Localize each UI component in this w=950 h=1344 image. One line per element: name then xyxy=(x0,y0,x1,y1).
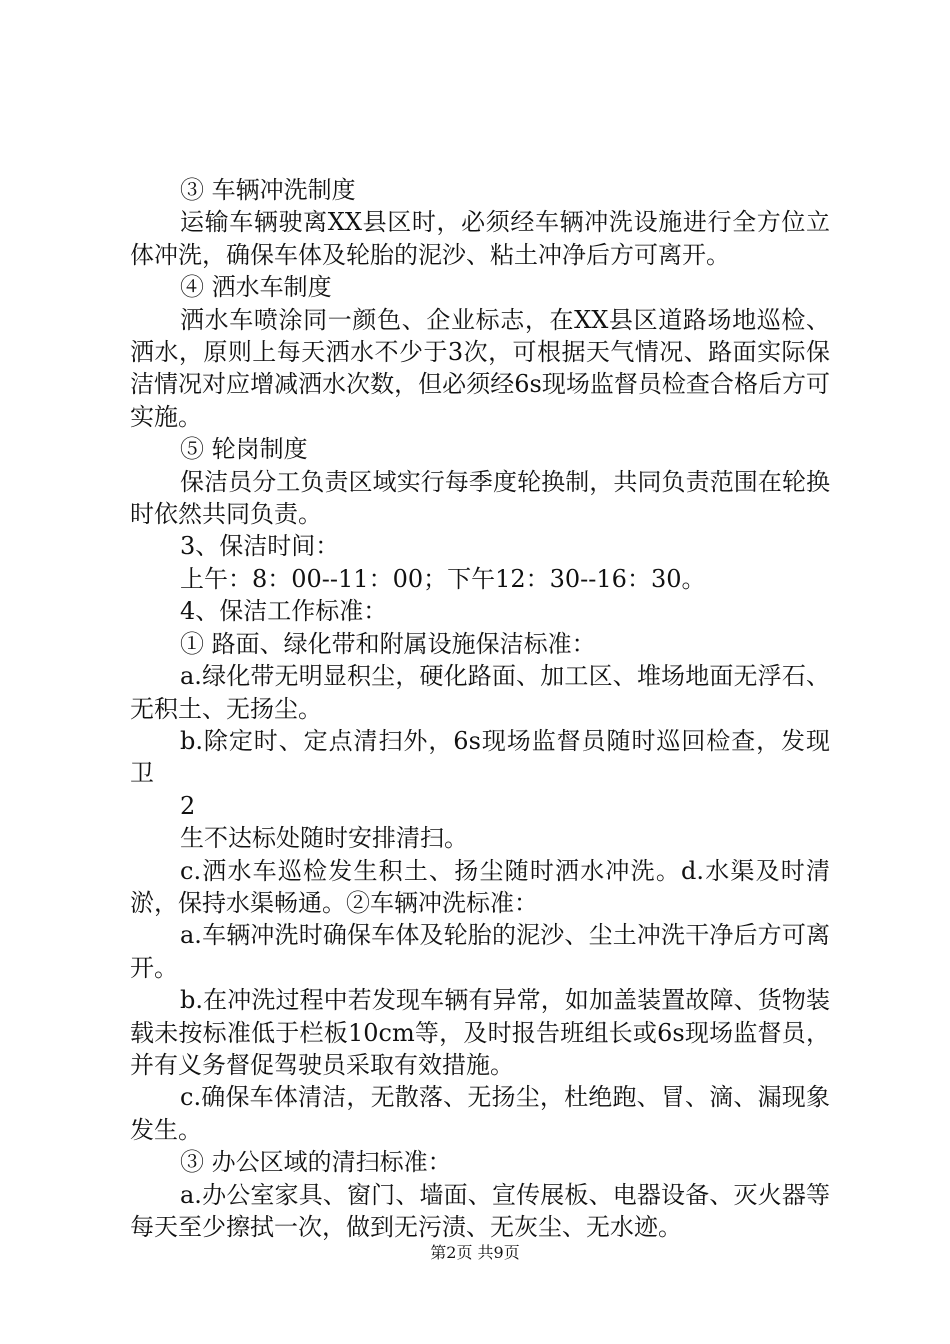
paragraph-washing-standard-a: a.车辆冲洗时确保车体及轮胎的泥沙、尘土冲洗干净后方可离开。 xyxy=(130,921,830,982)
subheading-road-standards: ① 路面、绿化带和附属设施保洁标准： xyxy=(180,629,596,658)
paragraph-standard-b: b.除定时、定点清扫外，6s现场监督员随时巡回检查，发现卫 xyxy=(130,726,830,788)
paragraph-office-standard-a: a.办公室家具、窗门、墙面、宣传展板、电器设备、灭火器等每天至少擦拭一次，做到无污渍、无灰尘、无水迹。 xyxy=(130,1180,830,1241)
document-body xyxy=(130,174,830,1243)
paragraph-standard-b-continued: 生不达标处随时安排清扫。 xyxy=(180,824,468,853)
paragraph-standard-a: a.绿化带无明显积尘，硬化路面、加工区、堆场地面无浮石、无积土、无扬尘。 xyxy=(130,662,830,723)
paragraph-washing-standard-c: c.确保车体清洁，无散落、无扬尘，杜绝跑、冒、滴、漏现象发生。 xyxy=(130,1083,830,1144)
heading-cleaning-time: 3、保洁时间： xyxy=(180,532,340,561)
heading-cleaning-standards: 4、保洁工作标准： xyxy=(180,597,388,626)
paragraph-standard-c-d: c.洒水车巡检发生积土、扬尘随时洒水冲洗。d.水渠及时清淤，保持水渠畅通。②车辆冲洗标准： xyxy=(130,856,830,917)
subheading-office-standards: ③ 办公区域的清扫标准： xyxy=(180,1148,452,1177)
heading-sprinkler-truck: ④ 洒水车制度 xyxy=(180,273,332,302)
paragraph-vehicle-washing: 运输车辆驶离XX县区时，必须经车辆冲洗设施进行全方位立体冲洗，确保车体及轮胎的泥沙、粘土冲净后方可离开。 xyxy=(130,208,830,269)
paragraph-job-rotation: 保洁员分工负责区域实行每季度轮换制，共同负责范围在轮换时依然共同负责。 xyxy=(130,467,830,529)
paragraph-sprinkler-truck: 洒水车喷涂同一颜色、企业标志，在XX县区道路场地巡检、洒水，原则上每天洒水不少于3次，可根据天气情况、路面实际保洁情况对应增减洒水次数，但必须经6s现场监督员检查合格后方可实施。 xyxy=(130,305,830,431)
heading-vehicle-washing: ③ 车辆冲洗制度 xyxy=(180,176,356,204)
paragraph-washing-standard-b: b.在冲洗过程中若发现车辆有异常，如加盖装置故障、货物装载未按标准低于栏板10cm等，及时报告班组长或6s现场监督员，并有义务督促驾驶员采取有效措施。 xyxy=(130,986,830,1079)
page-footer: 第2页 共9页 xyxy=(430,1243,520,1262)
paragraph-cleaning-time: 上午：8：00--11：00；下午12：30--16：30。 xyxy=(180,564,706,593)
heading-job-rotation: ⑤ 轮岗制度 xyxy=(180,435,308,464)
inline-page-number: 2 xyxy=(180,791,196,820)
